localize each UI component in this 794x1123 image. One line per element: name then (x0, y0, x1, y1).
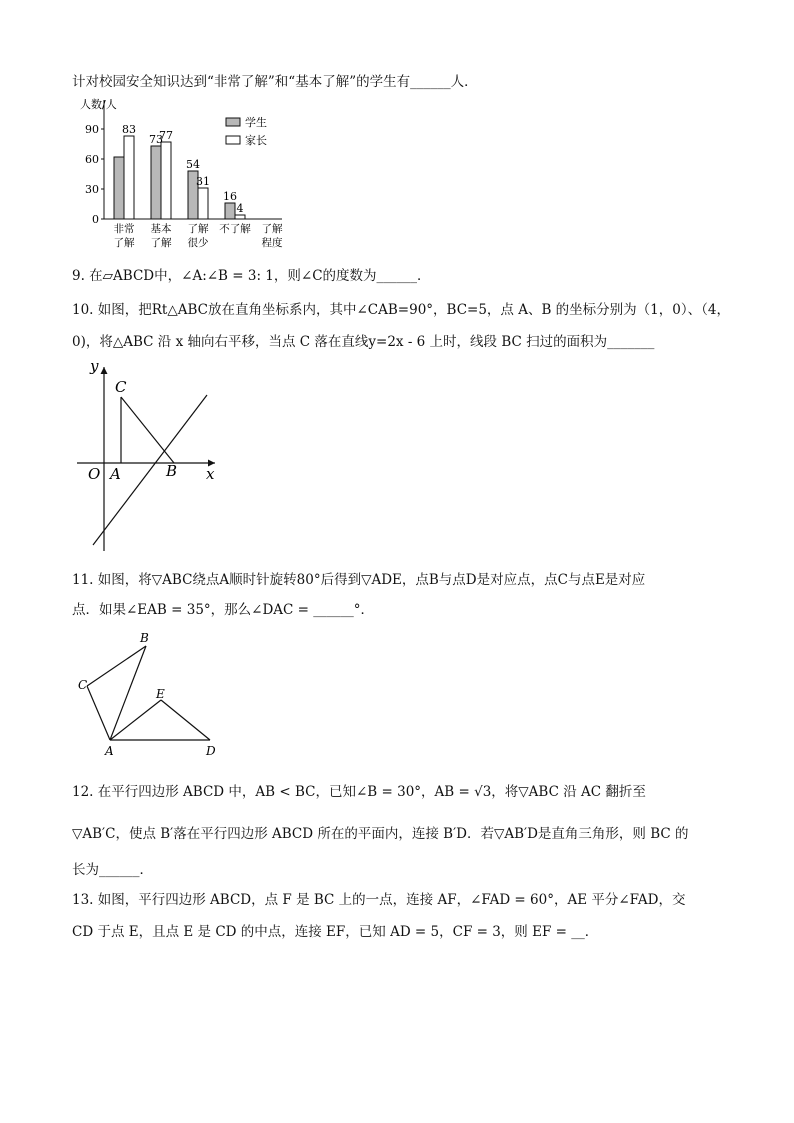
q11-line1: 11. 如图，将▽ABC绕点A顺时针旋转80°后得到▽ADE，点B与点D是对应点，点C与点E是对应 (72, 572, 646, 588)
bar-parent (198, 188, 208, 219)
category-label: 程度 (261, 237, 283, 249)
segment-cb (121, 397, 174, 463)
coordinate-figure (72, 355, 232, 555)
label-o: O (88, 465, 101, 483)
q13-line1: 13. 如图，平行四边形 ABCD，点 F 是 BC 上的一点，连接 AF，∠FAD = 60°，AE 平分∠FAD，交 (72, 892, 686, 908)
chart-y-tick-label: 0 (92, 213, 99, 226)
category-label: 了解 (261, 223, 283, 235)
label-c: C (115, 378, 127, 396)
rotation-figure (72, 628, 232, 763)
bar-student (114, 157, 124, 219)
legend-swatch-student (226, 118, 240, 126)
q8-text: 计对校园安全知识达到“非常了解”和“基本了解”的学生有______人． (72, 74, 478, 90)
category-label: 了解 (150, 237, 172, 249)
label-c: C (78, 678, 88, 692)
bar-parent (161, 142, 171, 219)
category-label: 了解 (113, 237, 135, 249)
legend-swatch-parent (226, 136, 240, 144)
category-label: 了解 (187, 223, 209, 235)
segment-cb (87, 646, 146, 686)
data-label-parent: 4 (236, 202, 244, 215)
category-label: 基本 (150, 223, 172, 235)
segment-ed (161, 700, 210, 740)
label-a: A (105, 744, 114, 758)
data-label-parent: 77 (159, 129, 173, 142)
label-d: D (206, 744, 216, 758)
data-label-parent: 83 (122, 123, 136, 136)
label-y: y (90, 357, 99, 375)
data-label-student: 16 (223, 190, 237, 203)
category-label: 非常 (113, 223, 135, 235)
q11-line2: 点．如果∠EAB = 35°，那么∠DAC = ______°． (72, 602, 375, 618)
label-a: A (110, 465, 121, 483)
q10-line1: 10. 如图，把Rt△ABC放在直角坐标系内，其中∠CAB=90°，BC=5，点 A、B 的坐标分别为（1，0）、（4， (72, 302, 730, 318)
q12-line2: ▽AB′C，使点 B′落在平行四边形 ABCD 所在的平面内，连接 B′D．若▽AB′D是直角三角形，则 BC 的 (72, 826, 689, 842)
category-label: 不了解 (219, 223, 251, 235)
q13-line2: CD 于点 E，且点 E 是 CD 的中点，连接 EF，已知 AD = 5，CF = 3，则 EF = __． (72, 924, 599, 940)
legend-label-parent: 家长 (245, 134, 267, 147)
legend-label-student: 学生 (245, 116, 267, 129)
category-label: 很少 (187, 237, 209, 249)
label-x: x (206, 465, 215, 483)
label-b: B (166, 462, 178, 480)
data-label-student: 54 (186, 158, 200, 171)
data-label-parent: 31 (196, 175, 210, 188)
label-b: B (140, 631, 149, 645)
q12-line1: 12. 在平行四边形 ABCD 中，AB < BC，已知∠B = 30°，AB = √3，将▽ABC 沿 AC 翻折至 (72, 784, 646, 800)
label-e: E (156, 687, 165, 701)
bar-chart (72, 96, 292, 256)
chart-y-tick-label: 30 (85, 183, 99, 196)
q10-line2: 0)，将△ABC 沿 x 轴向右平移，当点 C 落在直线y=2x - 6 上时，线段 BC 扫过的面积为_______ (72, 334, 655, 350)
q9-text: 9. 在▱ABCD中，∠A:∠B = 3: 1，则∠C的度数为______． (72, 268, 431, 284)
data-label-student: 73 (149, 133, 163, 146)
q12-line3: 长为______． (72, 862, 153, 878)
bar-parent (235, 215, 245, 219)
segment-ac (87, 686, 110, 740)
chart-y-label: 人数/人 (80, 98, 117, 111)
bar-student (151, 146, 161, 219)
bar-parent (124, 136, 134, 219)
chart-y-tick-label: 90 (85, 123, 99, 136)
bar-student (225, 203, 235, 219)
chart-y-tick-label: 60 (85, 153, 99, 166)
